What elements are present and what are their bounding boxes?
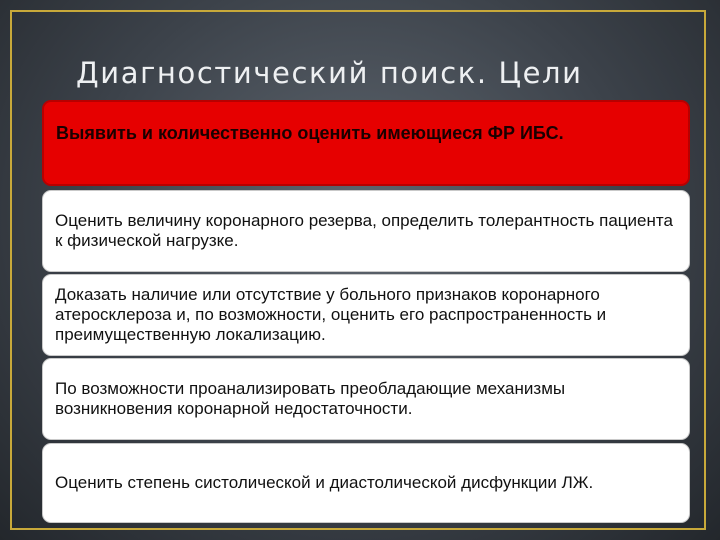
goal-box-highlighted <box>42 100 690 186</box>
goal-text: Выявить и количественно оценить имеющиеся ФР ИБС. <box>56 123 564 143</box>
goal-box <box>42 190 690 272</box>
goal-box <box>42 443 690 523</box>
goal-box <box>42 358 690 440</box>
goal-text: По возможности проанализировать преобладающие механизмы возникновения коронарной недостаточности. <box>55 379 566 418</box>
goal-box <box>42 274 690 356</box>
goal-text: Оценить величину коронарного резерва, определить толерантность пациента к физической нагрузке. <box>55 211 673 250</box>
goal-text: Оценить степень систолической и диастолической дисфункции ЛЖ. <box>55 473 594 492</box>
goal-text: Доказать наличие или отсутствие у больного признаков коронарного атеросклероза и, по возможности, оценить его распространенность и преимущественную локализацию. <box>55 285 607 344</box>
slide-title: Диагностический поиск. Цели <box>76 56 583 90</box>
